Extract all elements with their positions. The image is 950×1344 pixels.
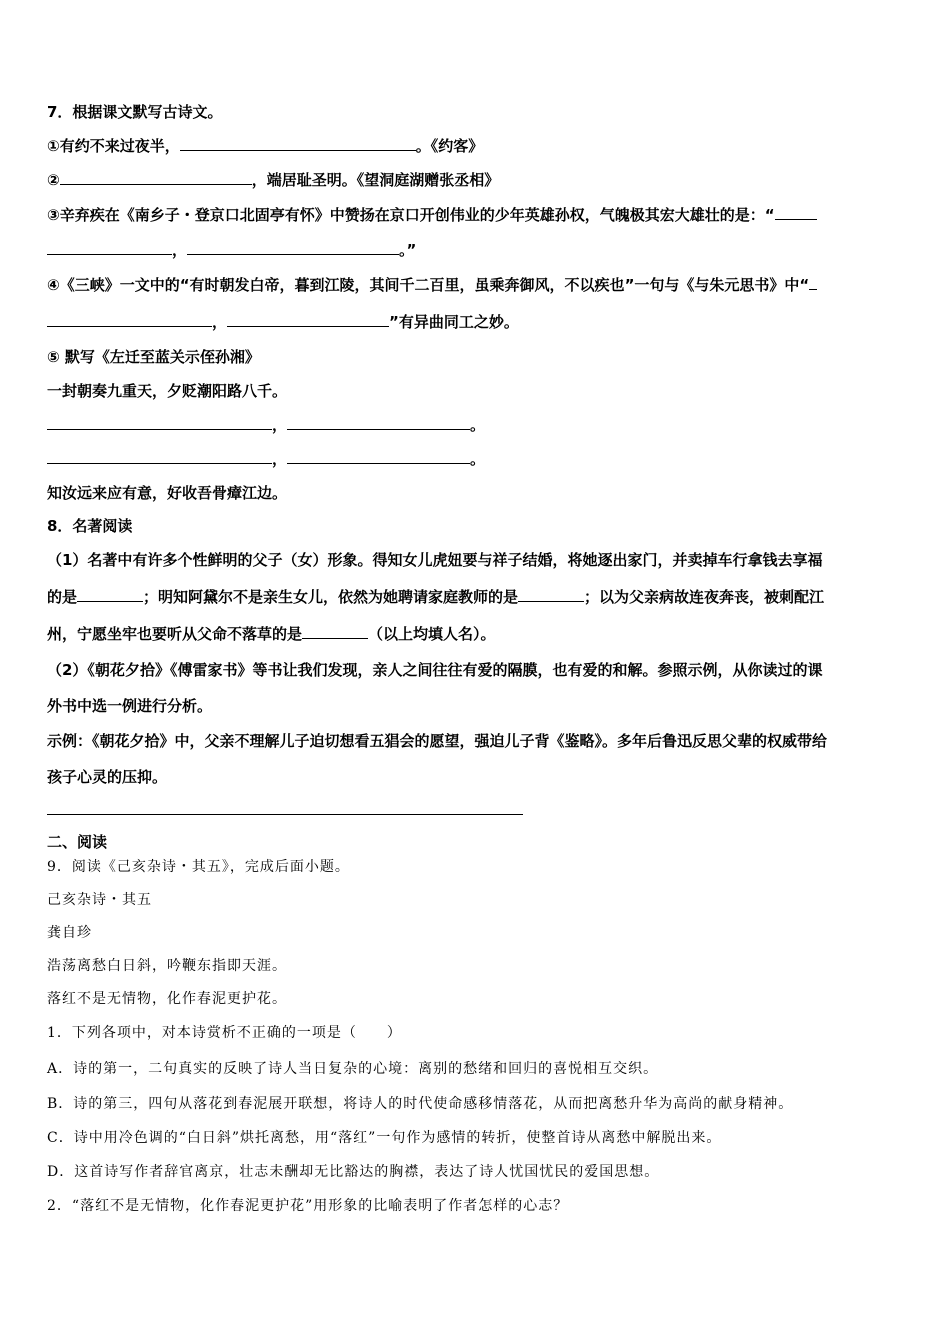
answer-blank[interactable] <box>287 449 470 464</box>
answer-blank[interactable] <box>187 240 399 255</box>
comma: ， <box>212 313 228 331</box>
period: 。 <box>470 450 486 468</box>
q7-item2-prefix: ② <box>47 171 60 189</box>
answer-blank[interactable] <box>227 312 389 327</box>
text: ；以为父亲病故连夜奔丧，被刺配江 <box>584 588 825 606</box>
answer-blank[interactable] <box>809 275 817 290</box>
answer-blank[interactable] <box>60 170 252 185</box>
q8-part1-line2 <box>47 587 824 607</box>
option-c[interactable]: C．诗中用冷色调的“白日斜”烘托离愁，用“落红”一句作为感情的转折，使整首诗从离愁中解脱出来。 <box>47 1130 722 1146</box>
q7-item2-suffix: ，端居耻圣明。《望洞庭湖赠张丞相》 <box>251 171 500 189</box>
q7-item4-line1 <box>47 275 817 295</box>
poem-line2: 落红不是无情物，化作春泥更护花。 <box>47 991 287 1007</box>
q7-item5-blank-row1 <box>47 415 485 435</box>
option-d[interactable]: D．这首诗写作者辞官离京，壮志未酬却无比豁达的胸襟，表达了诗人忧国忧民的爱国思想。 <box>47 1164 660 1180</box>
q7-item5-blank-row2 <box>47 449 485 469</box>
answer-blank[interactable] <box>47 240 172 255</box>
period: 。 <box>470 416 486 434</box>
q8-example-line2: 孩子心灵的压抑。 <box>47 768 168 786</box>
answer-blank[interactable] <box>47 312 212 327</box>
answer-blank[interactable] <box>302 624 368 639</box>
comma: ， <box>272 416 288 434</box>
q7-item2 <box>47 170 499 190</box>
q7-item5-title: ⑤ 默写《左迁至蓝关示侄孙湘》 <box>47 348 260 366</box>
poem-line1: 浩荡离愁白日斜，吟鞭东指即天涯。 <box>47 958 287 974</box>
q7-item4-end: ”有异曲同工之妙。 <box>389 313 519 331</box>
answer-blank[interactable] <box>518 587 584 602</box>
section-heading: 二、阅读 <box>47 833 108 851</box>
q7-item1-prefix: ①有约不来过夜半， <box>47 137 180 155</box>
q7-item3-end: 。” <box>399 241 417 259</box>
q7-item1 <box>47 136 483 156</box>
option-a[interactable]: A．诗的第一，二句真实的反映了诗人当日复杂的心境：离别的愁绪和回归的喜悦相互交织。 <box>47 1061 659 1077</box>
q8-part2-line2: 外书中选一例进行分析。 <box>47 697 213 715</box>
answer-blank[interactable] <box>287 415 470 430</box>
q9-title: 9．阅读《己亥杂诗・其五》，完成后面小题。 <box>47 859 350 875</box>
q8-part1-line3 <box>47 624 496 644</box>
poem-author: 龚自珍 <box>47 925 92 941</box>
q8-title: 8．名著阅读 <box>47 517 133 535</box>
option-b[interactable]: B．诗的第三，四句从落花到春泥展开联想，将诗人的时代使命感移情落花，从而把离愁升华为高尚的献身精神。 <box>47 1096 794 1112</box>
q7-item1-suffix: 。《约客》 <box>415 137 484 155</box>
q7-title: 7．根据课文默写古诗文。 <box>47 103 223 121</box>
answer-line[interactable] <box>47 814 523 815</box>
q7-item5-verse1: 一封朝奏九重天，夕贬潮阳路八千。 <box>47 382 288 400</box>
q8-example-line1: 示例：《朝花夕拾》中，父亲不理解儿子迫切想看五猖会的愿望，强迫儿子背《鉴略》。多年后鲁迅反思父辈的权威带给 <box>47 732 828 750</box>
answer-blank[interactable] <box>775 205 817 220</box>
q7-item4-line2 <box>47 312 519 332</box>
comma: ， <box>172 241 188 259</box>
poem-title: 己亥杂诗・其五 <box>47 892 152 908</box>
comma: ， <box>272 450 288 468</box>
q7-item3-text: ③辛弃疾在《南乡子・登京口北固亭有怀》中赞扬在京口开创伟业的少年英雄孙权，气魄极其宏大雄壮的是：“ <box>47 206 775 224</box>
answer-blank[interactable] <box>47 449 272 464</box>
q7-item5-verse-last: 知汝远来应有意，好收吾骨瘴江边。 <box>47 484 288 502</box>
answer-blank[interactable] <box>180 136 416 151</box>
q7-item3-line2 <box>47 240 416 260</box>
answer-blank[interactable] <box>77 587 143 602</box>
q8-part1-line1: （1）名著中有许多个性鲜明的父子（女）形象。得知女儿虎妞要与祥子结婚，将她逐出家门，并卖掉车行拿钱去享福 <box>47 551 823 569</box>
q9-sub1-question: 1．下列各项中，对本诗赏析不正确的一项是（ ） <box>47 1025 402 1041</box>
answer-blank[interactable] <box>47 415 272 430</box>
text: ；明知阿黛尔不是亲生女儿，依然为她聘请家庭教师的是 <box>143 588 519 606</box>
text: （以上均填人名）。 <box>368 625 496 643</box>
q7-item4-text: ④《三峡》一文中的“有时朝发白帝，暮到江陵，其间千二百里，虽乘奔御风，不以疾也”一句与《与朱元思书》中“ <box>47 276 810 294</box>
q7-item3-line1 <box>47 205 817 225</box>
q9-sub2-question: 2．“落红不是无情物，化作春泥更护花”用形象的比喻表明了作者怎样的心志？ <box>47 1198 569 1214</box>
text: 州，宁愿坐牢也要听从父命不落草的是 <box>47 625 303 643</box>
text: 的是 <box>47 588 78 606</box>
q8-part2-line1: （2）《朝花夕拾》《傅雷家书》等书让我们发现，亲人之间往往有爱的隔膜，也有爱的和解。参照示例，从你读过的课 <box>47 661 823 679</box>
